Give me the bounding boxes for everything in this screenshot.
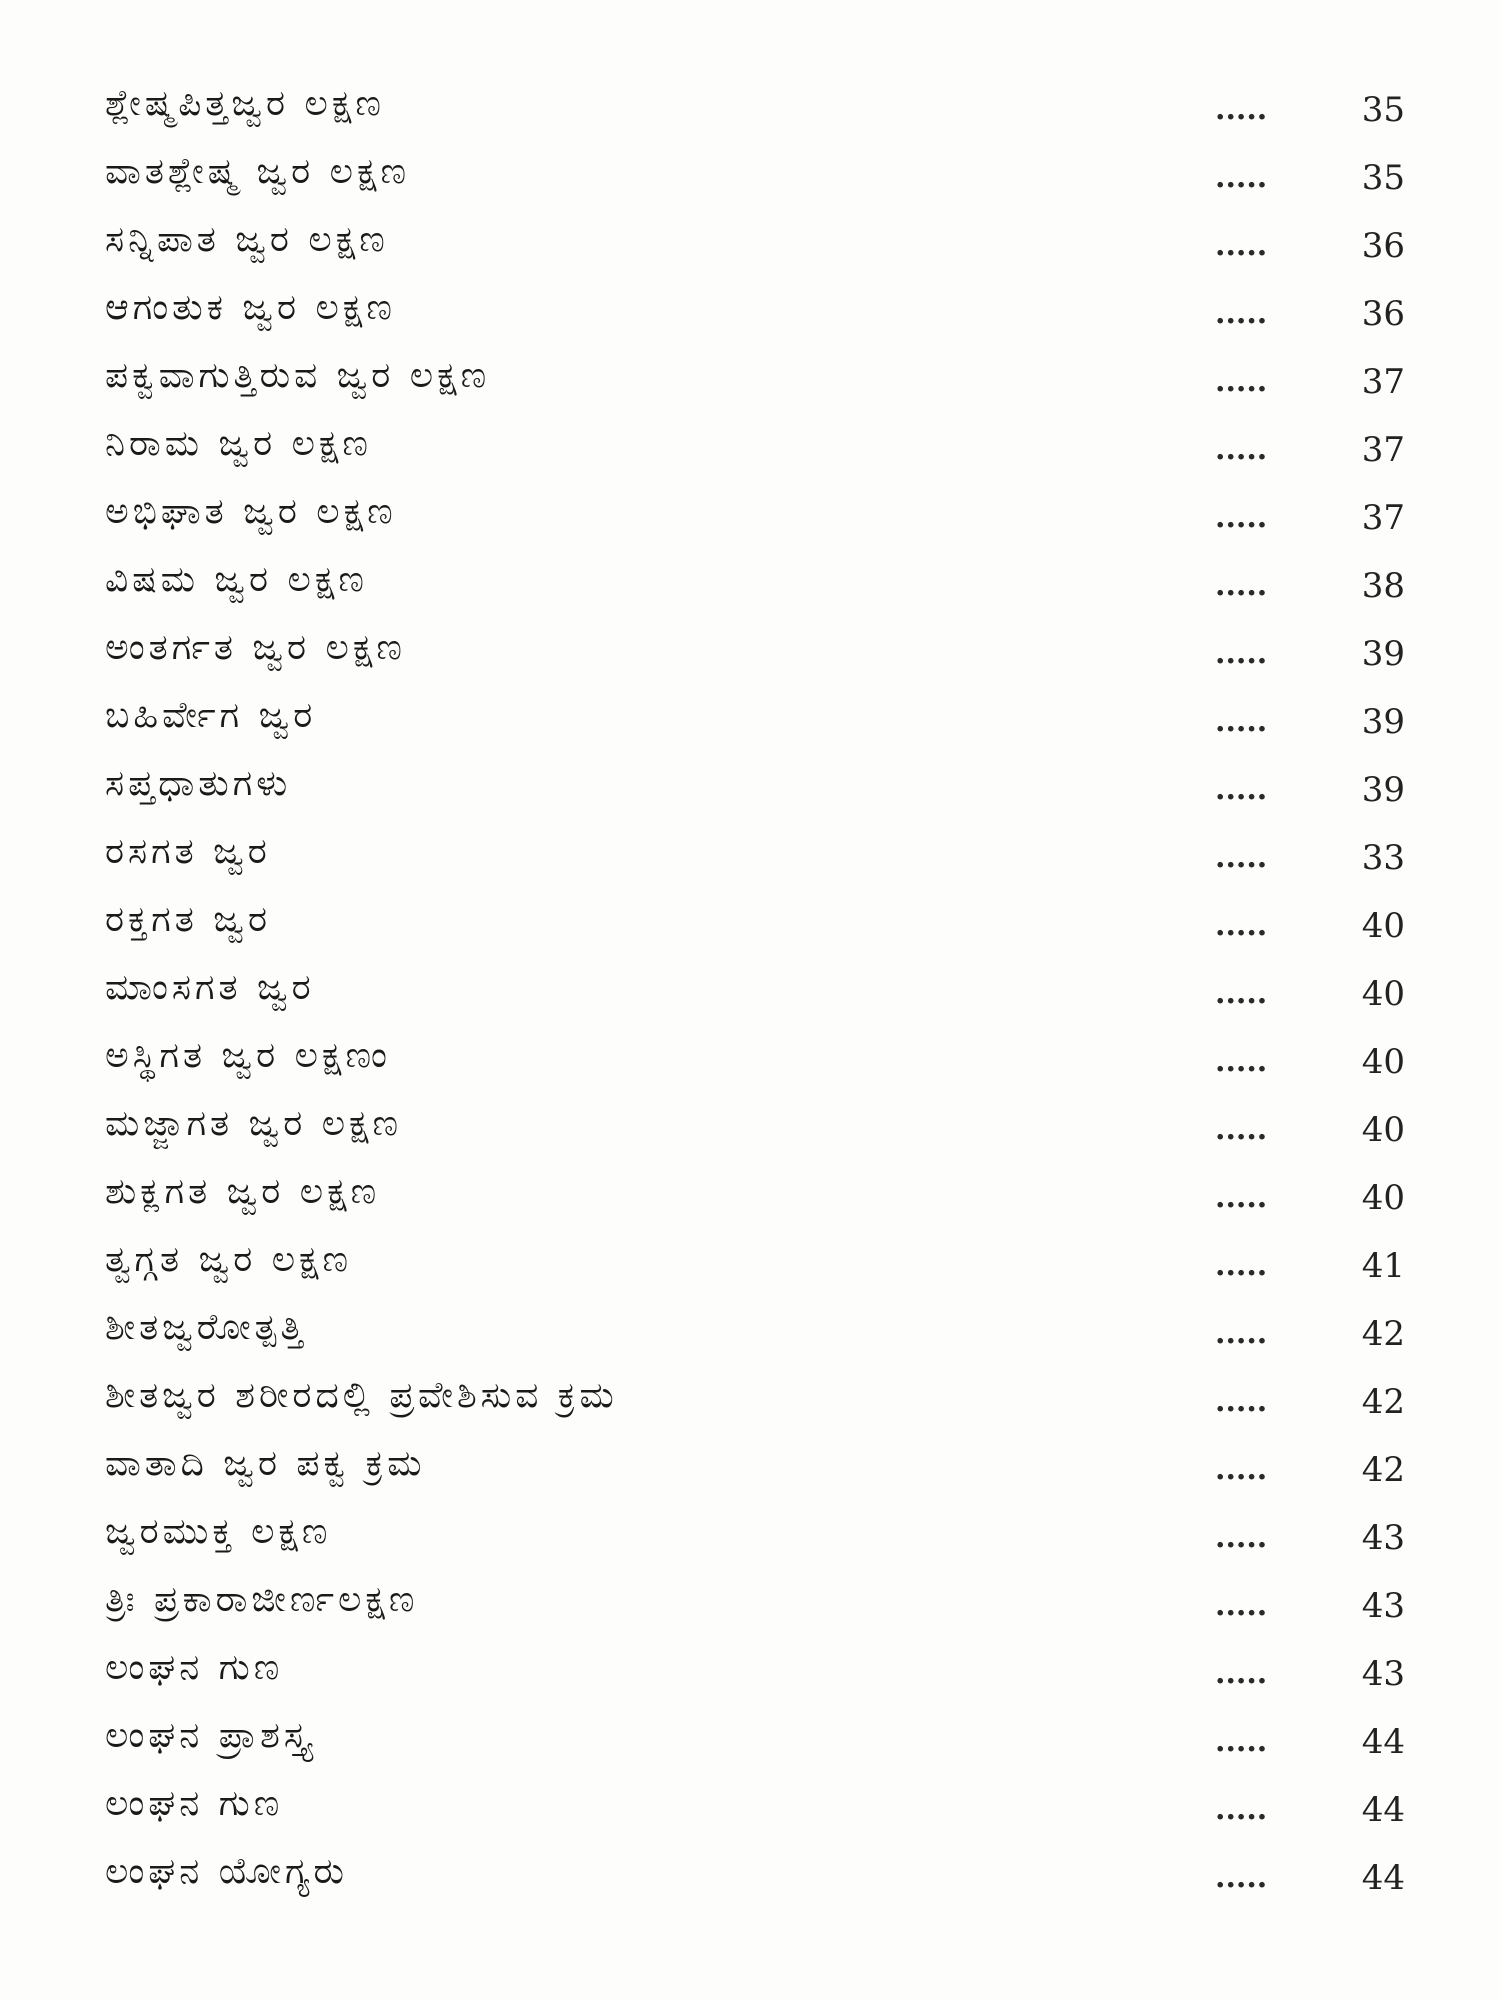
toc-dot-leader: ..... — [1215, 1520, 1268, 1555]
toc-page-number: 40 — [1361, 906, 1405, 946]
toc-dot-leader: ..... — [1215, 1860, 1268, 1895]
toc-dot-leader: ..... — [1215, 908, 1268, 943]
toc-page-number: 44 — [1361, 1790, 1405, 1830]
toc-dot-leader: ..... — [1215, 1180, 1268, 1215]
toc-entry-title: ಶೀತಜ್ವರೋತ್ಪತ್ತಿ — [105, 1307, 307, 1348]
toc-entry-title: ಅಸ್ಥಿಗತ ಜ್ವರ ಲಕ್ಷಣಂ — [105, 1035, 391, 1076]
toc-entry-title: ಲಂಘನ ಯೋಗ್ಯರು — [105, 1851, 348, 1892]
toc-row — [105, 1166, 1405, 1234]
toc-page-number: 39 — [1361, 702, 1405, 742]
toc-row — [105, 1846, 1405, 1914]
toc-dot-leader: ..... — [1215, 1656, 1268, 1691]
toc-row — [105, 758, 1405, 826]
toc-dot-leader: ..... — [1215, 364, 1268, 399]
toc-page-number: 36 — [1361, 226, 1405, 266]
toc-entry-title: ಲಂಘನ ಪ್ರಾಶಸ್ತ್ಯ — [105, 1715, 314, 1756]
toc-dot-leader: ..... — [1215, 568, 1268, 603]
toc-page-number: 39 — [1361, 770, 1405, 810]
toc-dot-leader: ..... — [1215, 1588, 1268, 1623]
toc-entry-title: ಅಭಿಘಾತ ಜ್ವರ ಲಕ್ಷಣ — [105, 491, 397, 532]
toc-row — [105, 962, 1405, 1030]
toc-row — [105, 418, 1405, 486]
toc-page-number: 41 — [1361, 1246, 1405, 1286]
toc-row — [105, 1710, 1405, 1778]
toc-entry-title: ಮಾಂಸಗತ ಜ್ವರ — [105, 967, 315, 1008]
toc-row — [105, 350, 1405, 418]
toc-dot-leader: ..... — [1215, 1044, 1268, 1079]
toc-row — [105, 1098, 1405, 1166]
toc-page-number: 38 — [1361, 566, 1405, 606]
toc-page-number: 42 — [1361, 1314, 1405, 1354]
toc-page-number: 40 — [1361, 974, 1405, 1014]
toc-entry-title: ಅಂತರ್ಗತ ಜ್ವರ ಲಕ್ಷಣ — [105, 627, 406, 668]
toc-page-number: 40 — [1361, 1042, 1405, 1082]
toc-row — [105, 78, 1405, 146]
toc-dot-leader: ..... — [1215, 1792, 1268, 1827]
toc-page-number: 36 — [1361, 294, 1405, 334]
toc-row — [105, 1234, 1405, 1302]
toc-row — [105, 894, 1405, 962]
toc-entry-title: ನಿರಾಮ ಜ್ವರ ಲಕ್ಷಣ — [105, 423, 372, 464]
toc-entry-title: ಲಂಘನ ಗುಣ — [105, 1647, 284, 1688]
toc-entry-title: ತ್ವಗ್ಗತ ಜ್ವರ ಲಕ್ಷಣ — [105, 1239, 353, 1280]
toc-row — [105, 554, 1405, 622]
toc-row — [105, 1370, 1405, 1438]
toc-row — [105, 1438, 1405, 1506]
toc-dot-leader: ..... — [1215, 1316, 1268, 1351]
toc-page-number: 43 — [1361, 1518, 1405, 1558]
toc-dot-leader: ..... — [1215, 1112, 1268, 1147]
toc-page-number: 33 — [1361, 838, 1405, 878]
toc-row — [105, 146, 1405, 214]
toc-entry-title: ರಕ್ತಗತ ಜ್ವರ — [105, 899, 271, 940]
toc-page-number: 39 — [1361, 634, 1405, 674]
toc-entry-title: ವಾತಾದಿ ಜ್ವರ ಪಕ್ವ ಕ್ರಮ — [105, 1443, 426, 1484]
toc-page-number: 37 — [1361, 498, 1405, 538]
toc-page-number: 42 — [1361, 1450, 1405, 1490]
toc-row — [105, 690, 1405, 758]
toc-row — [105, 1030, 1405, 1098]
toc-row — [105, 1574, 1405, 1642]
toc-dot-leader: ..... — [1215, 1384, 1268, 1419]
toc-entry-title: ವಾತಶ್ಲೇಷ್ಮ ಜ್ವರ ಲಕ್ಷಣ — [105, 151, 411, 192]
toc-dot-leader: ..... — [1215, 160, 1268, 195]
toc-dot-leader: ..... — [1215, 500, 1268, 535]
toc-row — [105, 622, 1405, 690]
toc-entry-title: ತ್ರಿಃ ಪ್ರಕಾರಾಜೀರ್ಣಲಕ್ಷಣ — [105, 1579, 419, 1620]
toc-page-number: 40 — [1361, 1110, 1405, 1150]
toc-row — [105, 282, 1405, 350]
toc-entry-title: ಪಕ್ವವಾಗುತ್ತಿರುವ ಜ್ವರ ಲಕ್ಷಣ — [105, 355, 491, 396]
toc-row — [105, 1506, 1405, 1574]
toc-entry-title: ಸಪ್ತಧಾತುಗಳು — [105, 763, 292, 804]
toc-page-number: 44 — [1361, 1858, 1405, 1898]
toc-entry-title: ಜ್ವರಮುಕ್ತ ಲಕ್ಷಣ — [105, 1511, 332, 1552]
toc-page-number: 43 — [1361, 1654, 1405, 1694]
toc-entry-title: ಆಗಂತುಕ ಜ್ವರ ಲಕ್ಷಣ — [105, 287, 396, 328]
toc-entry-title: ವಿಷಮ ಜ್ವರ ಲಕ್ಷಣ — [105, 559, 368, 600]
toc-page-number: 42 — [1361, 1382, 1405, 1422]
toc-row — [105, 1778, 1405, 1846]
toc-page-number: 43 — [1361, 1586, 1405, 1626]
toc-row — [105, 486, 1405, 554]
toc-dot-leader: ..... — [1215, 976, 1268, 1011]
toc-dot-leader: ..... — [1215, 772, 1268, 807]
table-of-contents — [105, 78, 1405, 1914]
toc-page-number: 37 — [1361, 362, 1405, 402]
toc-entry-title: ಲಂಘನ ಗುಣ — [105, 1783, 284, 1824]
toc-entry-title: ಮಜ್ಜಾಗತ ಜ್ವರ ಲಕ್ಷಣ — [105, 1103, 403, 1144]
toc-dot-leader: ..... — [1215, 704, 1268, 739]
toc-page-number: 35 — [1361, 90, 1405, 130]
toc-dot-leader: ..... — [1215, 1724, 1268, 1759]
toc-page-number: 37 — [1361, 430, 1405, 470]
toc-entry-title: ಸನ್ನಿಪಾತ ಜ್ವರ ಲಕ್ಷಣ — [105, 219, 389, 260]
toc-row — [105, 1642, 1405, 1710]
toc-entry-title: ಬಹಿರ್ವೇಗ ಜ್ವರ — [105, 695, 317, 736]
toc-entry-title: ಶುಕ್ಲಗತ ಜ್ವರ ಲಕ್ಷಣ — [105, 1171, 381, 1212]
toc-row — [105, 214, 1405, 282]
toc-dot-leader: ..... — [1215, 1452, 1268, 1487]
toc-dot-leader: ..... — [1215, 636, 1268, 671]
toc-entry-title: ಶೀತಜ್ವರ ಶರೀರದಲ್ಲಿ ಪ್ರವೇಶಿಸುವ ಕ್ರಮ — [105, 1375, 618, 1416]
toc-page-number: 40 — [1361, 1178, 1405, 1218]
toc-dot-leader: ..... — [1215, 1248, 1268, 1283]
toc-row — [105, 1302, 1405, 1370]
toc-dot-leader: ..... — [1215, 432, 1268, 467]
toc-entry-title: ಶ್ಲೇಷ್ಮಪಿತ್ತಜ್ವರ ಲಕ್ಷಣ — [105, 83, 385, 124]
toc-dot-leader: ..... — [1215, 296, 1268, 331]
toc-page-number: 35 — [1361, 158, 1405, 198]
toc-dot-leader: ..... — [1215, 92, 1268, 127]
toc-dot-leader: ..... — [1215, 840, 1268, 875]
toc-row — [105, 826, 1405, 894]
toc-dot-leader: ..... — [1215, 228, 1268, 263]
toc-page-number: 44 — [1361, 1722, 1405, 1762]
toc-entry-title: ರಸಗತ ಜ್ವರ — [105, 831, 271, 872]
